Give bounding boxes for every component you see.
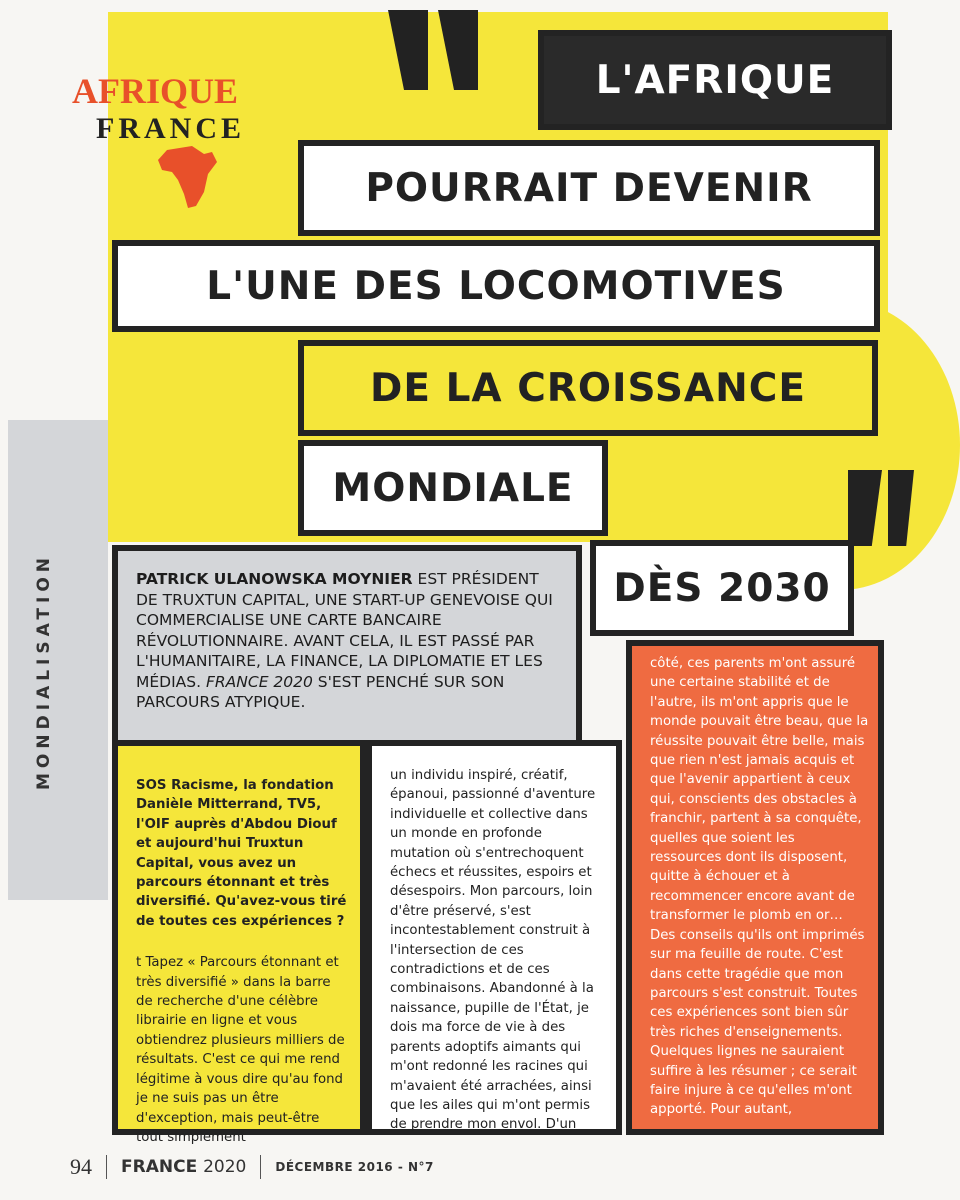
interview-answer-start: t Tapez « Parcours étonnant et très diversifié » dans la barre de recherche d'une célèbre librairie en ligne et vous obtiendrez plusieurs milliers de résultats. C'est ce qui me rend légitime à vous dire qu'au fond je ne suis pas un être d'exception, mais peut-être tout simplement	[136, 955, 345, 1145]
column-1	[112, 740, 366, 1145]
page-number: 94	[70, 1154, 92, 1179]
magazine-name: FRANCE 2020	[121, 1157, 247, 1177]
headline-line-2: POURRAIT DEVENIR	[298, 140, 880, 236]
logo-france: FRANCE	[96, 112, 245, 145]
gray-side-panel	[8, 420, 108, 900]
section-label: MONDIALISATION	[34, 552, 54, 790]
intro-text-2: S'EST PENCHÉ SUR SON PARCOURS ATYPIQUE.	[136, 672, 505, 711]
headline-line-6: DÈS 2030	[590, 540, 854, 636]
intro-box	[112, 545, 582, 740]
intro-text-1: EST PRÉSIDENT DE TRUXTUN CAPITAL, UNE START-UP GENEVOISE QUI COMMERCIALISE UNE CARTE BANCAIRE RÉVOLUTIONNAIRE. AVANT CELA, IL EST PASSÉ PAR L'HUMANITAIRE, LA FINANCE, LA DIPLOMATIE ET LES MÉDIAS.	[136, 570, 553, 691]
intro-publication: FRANCE 2020	[205, 672, 313, 691]
intro-name: PATRICK ULANOWSKA MOYNIER	[136, 570, 413, 588]
headline-line-3: L'UNE DES LOCOMOTIVES	[112, 240, 880, 332]
logo-afrique: AFRIQUE	[72, 71, 239, 111]
headline-line-4: DE LA CROISSANCE	[298, 340, 878, 436]
issue-info: DÉCEMBRE 2016 - N°7	[275, 1160, 434, 1174]
headline-line-1: L'AFRIQUE	[538, 30, 892, 130]
interview-answer-end: côté, ces parents m'ont assuré une certaine stabilité et de l'autre, ils m'ont appris que le monde pouvait être beau, que la réussite pouvait être belle, mais que rien n'est jamais acquis et que l'avenir appartient à ceux qui, conscients des obstacles à franchir, partent à sa conquête, quelles que soient les ressources dont ils disposent, quitte à échouer et à recommencer encore avant de transformer le plomb en or… Des conseils qu'ils ont imprimés sur ma feuille de route. C'est dans cette tragédie que mon parcours s'est construit. Toutes ces expériences sont bien sûr très riches d'enseignements. Quelques lignes ne sauraient suffire à les résumer ; ce serait faire injure à ce qu'elles m'ont apporté. Pour autant,	[650, 656, 869, 1118]
page-footer	[70, 1150, 434, 1184]
column-2	[366, 740, 622, 1135]
column-3	[626, 640, 884, 1135]
interview-question: SOS Racisme, la fondation Danièle Mitterrand, TV5, l'OIF auprès d'Abdou Diouf et aujourd'hui Truxtun Capital, vous avez un parcours étonnant et très diversifié. Qu'avez-vous tiré de toutes ces expériences ?	[136, 778, 347, 929]
interview-answer-continued: un individu inspiré, créatif, épanoui, passionné d'aventure individuelle et collective dans un monde en profonde mutation où s'entrechoquent échecs et réussites, espoirs et désespoirs. Mon parcours, loin d'être préservé, s'est incontestablement construit à l'intersection de ces contradictions et de ces combinaisons. Abandonné à la naissance, pupille de l'État, je dois ma force de vie à des parents adoptifs aimants qui m'ont redonné les racines qui m'avaient été arrachées, ainsi que les ailes qui m'ont permis de prendre mon envol. D'un	[390, 768, 596, 1133]
headline-line-5: MONDIALE	[298, 440, 608, 536]
afrique-france-logo	[72, 62, 282, 212]
